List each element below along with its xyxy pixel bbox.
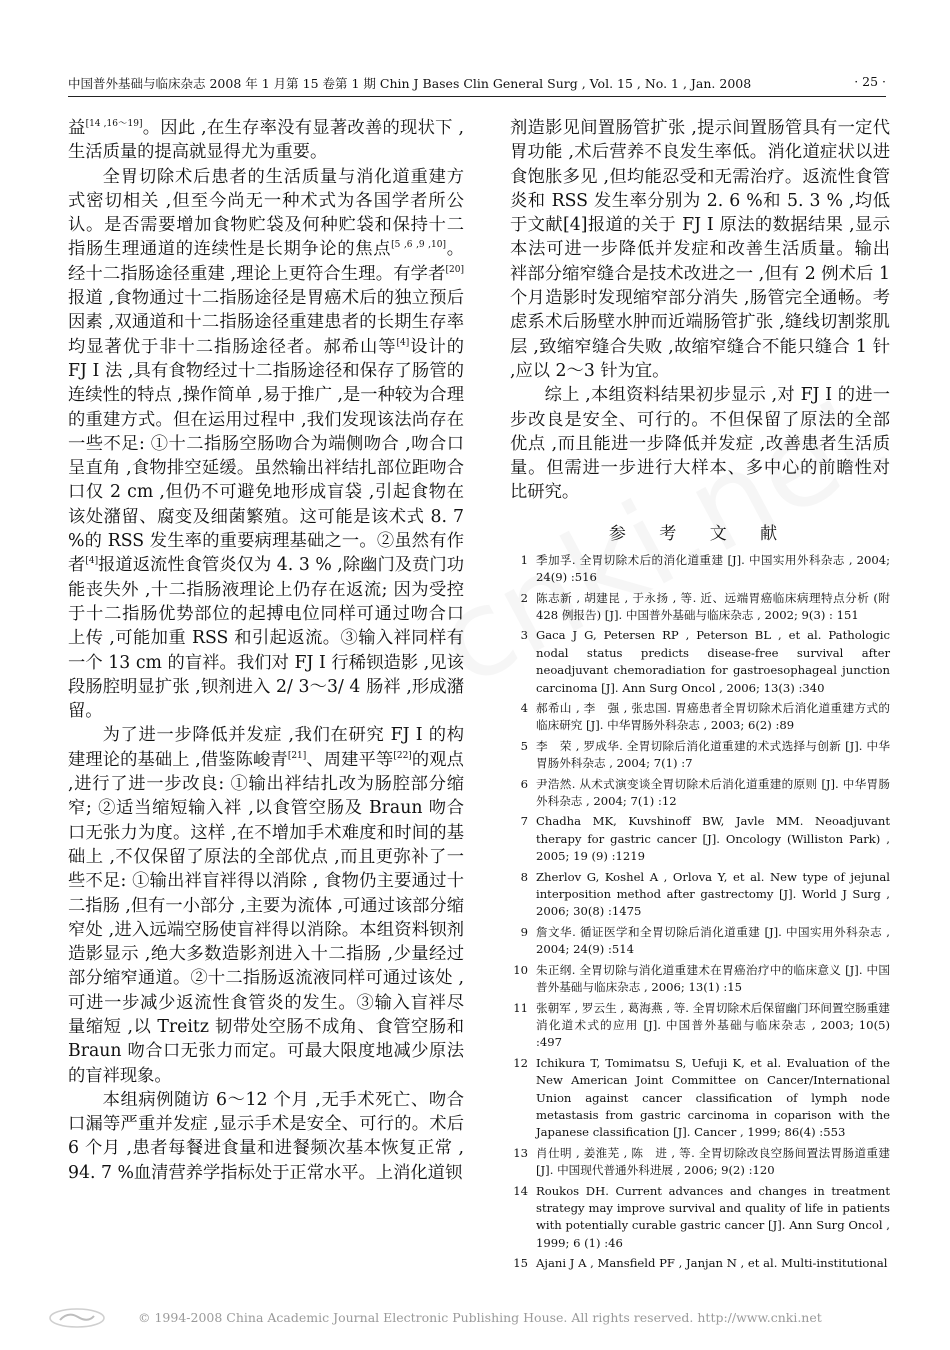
footer xyxy=(30,1307,920,1331)
reference-item xyxy=(510,1255,890,1272)
reference-text: Roukos DH. Current advances and changes in treatment strategy may improve survival and quality of life in patients with potentially curable gastric cancer [J]. Ann Surg Oncol , 1999; 6 (1) :46 xyxy=(536,1183,890,1250)
running-header xyxy=(68,72,886,94)
reference-list xyxy=(510,552,890,1273)
reference-text: 郝希山 , 李 强 , 张忠国. 胃癌患者全胃切除术后消化道重建方式的临床研究 [J]. 中华胃肠外科杂志 , 2003; 6(2) :89 xyxy=(536,701,890,733)
reference-number: 4 xyxy=(520,701,528,715)
reference-text: 季加孚. 全胃切除术后的消化道重建 [J]. 中国实用外科杂志 , 2004; 24(9) :516 xyxy=(536,552,890,585)
reference-text: 张朝军 , 罗云生 , 葛海燕 , 等. 全胃切除术后保留幽门环间置空肠重建消化道术式的应用 [J]. 中国普外基础与临床杂志 , 2003; 10(5) :497 xyxy=(536,1000,890,1050)
reference-number: 12 xyxy=(513,1055,528,1070)
reference-number: 1 xyxy=(520,552,528,567)
reference-number: 11 xyxy=(513,1000,528,1015)
citation: [22] xyxy=(393,750,412,761)
reference-item xyxy=(510,738,890,773)
reference-number: 7 xyxy=(520,814,528,829)
reference-number: 9 xyxy=(520,924,528,939)
references-heading: 参 考 文 献 xyxy=(608,523,792,544)
citation: [21] xyxy=(287,750,307,761)
reference-text: Gaca J G, Petersen RP , Peterson BL , et al. Pathologic nodal status predicts disease-free survival after neoadjuvant chemoradiation for gastroesophageal junction carcinoma [J]. Ann Surg Oncol , 2006; 13(3) :340 xyxy=(536,628,890,695)
paragraph-5: 剂造影见间置肠管扩张 ,提示间置肠管具有一定代胃功能 ,术后营养不良发生率低。消化道症状以进食饱胀多见 ,但均能忍受和无需治疗。返流性食管炎和 RSS 发生率分别为 2. 6 %和 5. 3 % ,均低于文献[4]报道的关于 FJ I 原法的数据结果 ,显示本法可进一步降低并发症和改善生活质量。输出袢部分缩窄缝合是技术改进之一 ,但有 2 例术后 1 个月造影时发现缩窄部分消失 ,肠管完全通畅。考虑系术后肠壁水肿而近端肠管扩张 ,缝线切割浆肌层 ,致缩窄缝合失败 ,故缩窄缝合不能只缝合 1 针 ,应以 2～3 针为宜。 xyxy=(510,118,890,381)
paragraph-4: 本组病例随访 6～12 个月 ,无手术死亡、吻合口漏等严重并发症 ,显示手术是安全、可行的。术后 6 个月 ,患者每餐进食量和进餐频次基本恢复正常 , 94. 7 %血清营养学指标处于正常水平。上消化道钡 xyxy=(68,1089,464,1183)
paragraph-3: 为了进一步降低并发症 ,我们在研究 FJ I 的构建理论的基础上 ,借鉴陈峻青[21]、周建平等[22]的观点 ,进行了进一步改良: ①输出袢结扎改为肠腔部分缩窄; ②适当缩短输入袢 ,以食管空肠及 Braun 吻合口无张力为度。这样 ,在不增加手术难度和时间的基础上 ,不仅保留了原法的全部优点 ,而且更弥补了一些不足: ①输出袢盲袢得以消除 , 食物仍主要通过十二指肠 ,但有一小部分 ,主要为流体 ,可通过该部分缩窄处 ,进入远端空肠使盲袢得以消除。本组资料钡剂造影显示 ,绝大多数造影剂进入十二指肠 ,少量经过部分缩窄通道。②十二指肠返流液同样可通过该处 ,可进一步减少返流性食管炎的发生。③输入盲袢尽量缩短 ,以 Treitz 韧带处空肠不成角、食管空肠和 Braun 吻合口无张力而定。可最大限度地减少原法的盲袢现象。 xyxy=(68,725,464,1086)
left-column xyxy=(68,116,464,1185)
reference-item xyxy=(510,552,890,587)
reference-item xyxy=(510,924,890,959)
reference-number: 5 xyxy=(520,738,528,753)
right-column xyxy=(510,116,890,1276)
reference-number: 6 xyxy=(520,776,528,791)
reference-number: 2 xyxy=(520,590,528,605)
reference-item xyxy=(510,590,890,625)
citation: [14 ,16～19] xyxy=(85,119,143,130)
reference-text: 陈志新 , 胡建昆 , 于永扬 , 等. 近、远端胃癌临床病理特点分析 (附 428 例报告) [J]. 中国普外基础与临床杂志 , 2002; 9(3) : 151 xyxy=(536,590,890,622)
reference-number: 3 xyxy=(520,628,528,643)
reference-text: Ichikura T, Tomimatsu S, Uefuji K, et al. Evaluation of the New American Joint Committee on Cancer/International Union against cancer classification of lymph node metastasis from gastric carcinoma in coparison with the Japanese classification [J]. Cancer , 1999; 86(4) :553 xyxy=(536,1055,890,1140)
citation: [4] xyxy=(85,556,99,567)
paragraph-6: 综上 ,本组资料结果初步显示 ,对 FJ I 的进一步改良是安全、可行的。不但保留了原法的全部优点 ,而且能进一步降低并发症 ,改善患者生活质量。但需进一步进行大样本、多中心的前瞻性对比研究。 xyxy=(510,385,890,503)
reference-number: 10 xyxy=(513,962,528,977)
paragraph-2: 全胃切除术后患者的生活质量与消化道重建方式密切相关 ,但至今尚无一种术式为各国学者所公认。是否需要增加食物贮袋及何种贮袋和保持十二指肠生理通道的连续性是长期争论的焦点[5 ,6 ,9 ,10]。经十二指肠途径重建 ,理论上更符合生理。有学者[20]报道 ,食物通过十二指肠途径是胃癌术后的独立预后因素 ,双通道和十二指肠途径重建患者的长期生存率均显著优于非十二指肠途径者。郝希山等[4]设计的 FJ I 法 ,具有食物经过十二指肠途径和保存了肠管的连续性的特点 ,操作简单 ,易于推广 ,是一种较为合理的重建方式。但在运用过程中 ,我们发现该法尚存在一些不足: ①十二指肠空肠吻合为端侧吻合 ,吻合口呈直角 ,食物排空延缓。虽然输出袢结扎部位距吻合口仅 2 cm ,但仍不可避免地形成盲袋 ,引起食物在该处潴留、腐变及细菌繁殖。这可能是该术式 8. 7 %的 RSS 发生率的重要病理基础之一。②虽然有作者[4]报道返流性食管炎仅为 4. 3 % ,除幽门及贲门功能丧失外 ,十二指肠液理论上仍存在返流; 因为受控于十二指肠优势部位的起搏电位同样可通过吻合口上传 ,可能加重 RSS 和引起返流。③输入袢同样有一个 13 cm 的盲袢。我们对 FJ I 行稀钡造影 ,见该段肠腔明显扩张 ,钡剂进入 2/ 3～3/ 4 肠袢 ,形成潴留。 xyxy=(68,166,464,722)
reference-item xyxy=(510,627,890,697)
reference-item xyxy=(510,869,890,921)
reference-text: Zherlov G, Koshel A , Orlova Y, et al. New type of jejunal interposition method after gastrectomy [J]. World J Surg , 2006; 30(8) :1475 xyxy=(536,869,890,919)
reference-text: Ajani J A , Mansfield PF , Janjan N , et al. Multi-institutional xyxy=(536,1256,888,1271)
reference-text: 尹浩然. 从术式演变谈全胃切除术后消化道重建的原则 [J]. 中华胃肠外科杂志 , 2004; 7(1) :12 xyxy=(536,776,890,809)
reference-item xyxy=(510,1000,890,1052)
reference-item xyxy=(510,1145,890,1180)
reference-item xyxy=(510,962,890,997)
copyright-text: © 1994-2008 China Academic Journal Electronic Publishing House. All rights reserved. http://www.cnki.net xyxy=(138,1310,822,1325)
reference-number: 14 xyxy=(513,1183,528,1198)
reference-item xyxy=(510,1183,890,1253)
reference-text: 朱正纲. 全胃切除与消化道重建术在胃癌治疗中的临床意义 [J]. 中国普外基础与临床杂志 , 2006; 13(1) :15 xyxy=(536,962,890,995)
reference-number: 8 xyxy=(520,869,528,884)
reference-text: 李 荣 , 罗成华. 全胃切除后消化道重建的术式选择与创新 [J]. 中华胃肠外科杂志 , 2004; 7(1) :7 xyxy=(536,738,890,771)
reference-number: 13 xyxy=(513,1145,528,1160)
reference-text: Chadha MK, Kuvshinoff BW, Javle MM. Neoadjuvant therapy for gastric cancer [J]. Oncology (Williston Park) , 2005; 19 (9) :1219 xyxy=(536,814,890,864)
page-number: · 25 · xyxy=(854,74,886,89)
reference-text: 詹文华. 循证医学和全胃切除后消化道重建 [J]. 中国实用外科杂志 , 2004; 24(9) :514 xyxy=(536,924,890,957)
reference-number: 15 xyxy=(513,1256,528,1271)
citation: [5 ,6 ,9 ,10] xyxy=(391,240,447,251)
citation: [4] xyxy=(396,337,410,348)
reference-text: 肖仕明 , 姜淮芜 , 陈 进 , 等. 全胃切除改良空肠间置法胃肠道重建 [J]. 中国现代普通外科进展 , 2006; 9(2) :120 xyxy=(536,1145,890,1178)
reference-item xyxy=(510,776,890,811)
reference-item xyxy=(510,700,890,735)
citation: [20] xyxy=(445,265,464,276)
journal-citation: 中国普外基础与临床杂志 2008 年 1 月第 15 卷第 1 期 Chin J Bases Clin General Surg , Vol. 15 , No. 1 , Jan. 2008 xyxy=(68,76,752,91)
cnki-logo-icon xyxy=(48,1307,106,1329)
reference-item xyxy=(510,813,890,865)
header-rule xyxy=(68,96,886,97)
reference-item xyxy=(510,1055,890,1142)
paragraph-1: 益[14 ,16～19]。因此 ,在生存率没有显著改善的现状下 ,生活质量的提高就显得尤为重要。 xyxy=(68,118,464,163)
